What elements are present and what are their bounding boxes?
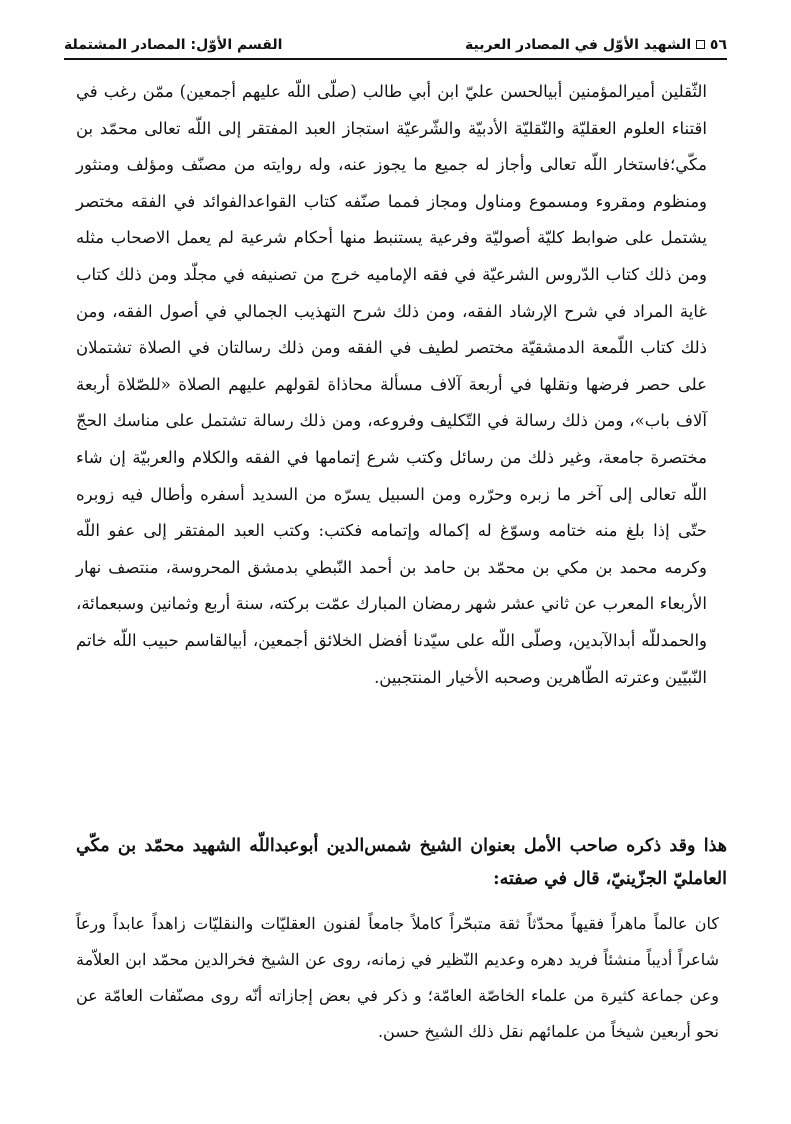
main-text [76, 74, 707, 696]
amal-intro-text: هذا وقد ذكره صاحب الأمل بعنوان الشيخ شمس‌الدين أبوعبداللّه الشهيد محمّد بن مكّي العامليّ الجزّينيّ، قال في صفته: [76, 836, 727, 889]
running-header [64, 34, 727, 56]
page-number: ٥٦ [709, 37, 727, 53]
amal-quote [76, 906, 719, 1050]
header-section-info [64, 37, 282, 53]
header-divider [64, 58, 727, 60]
amal-intro [76, 830, 727, 896]
paragraph-ijaza: الثّقلين أميرالمؤمنين أبيالحسن عليّ ابن أبي طالب (صلّى اللّه عليهم أجمعين) ممّن رغب في اقتناء العلوم العقليّة والنّقليّة الأدبيّة والشّرعيّة استجاز العبد المفتقر إلى اللّه تعالى محمّد بن مكّي؛فاستخار اللّه تعالى وأجاز له جميع ما يجوز عنه، وله روايته من مصنّف ومؤلف ومنثور ومنظوم ومقروء ومسموع ومناول ومجاز فمما صنّفه كتاب القواعدالفوائد في الفقه مختصر يشتمل على ضوابط كليّة أصوليّة وفرعية يستنبط منها أحكام شرعية لم يعمل الاصحاب مثله ومن ذلك كتاب الدّروس الشرعيّة في فقه الإماميه خرج من تصنيفه في مجلّد ومن ذلك كتاب غاية المراد في شرح الإرشاد الفقه، ومن ذلك شرح التهذيب الجمالي في أصول الفقه، ومن ذلك كتاب اللّمعة الدمشقيّة مختصر لطيف في الفقه ومن ذلك رسالتان في الصلاة تشتملان على حصر فرضها ونقلها في أربعة آلاف مسألة محاذاة لقولهم عليهم الصلاة «للصّلاة أربعة آلاف باب»، ومن ذلك رسالة في التّكليف وفروعه، ومن ذلك رسالة تشتمل على مناسك الحجّ مختصرة جامعة، وغير ذلك من رسائل وكتب شرع إتمامها في الفقه والكلام والعربيّة إن شاء اللّه تعالى إلى آخر ما زبره وحرّره ومن السبيل يسرّه من السديد أسفره وأطال فيه زوبره حتّى إذا بلغ منه ختامه وسوّغ له إكماله وإتمامه فكتب: وكتب العبد المفتقر إلى عفو اللّه وكرمه محمد بن مكي بن محمّد بن حامد بن أحمد النّبطي بدمشق المحروسة، منتصف نهار الأربعاء المعرب عن ثاني عشر شهر رمضان المبارك عمّت بركته، سنة أربع وثمانين وسبعمائة، والحمدللّه أبدالآبدين، وصلّى اللّه على سيّدنا أفضل الخلائق أجمعين، أبيالقاسم حبيب اللّه خاتم النّبيّين وعترته الطّاهرين وصحبه الأخيار المنتجبين. [76, 82, 707, 687]
book-title: الشهيد الأوّل في المصادر العربية [465, 37, 692, 53]
section-title: القسم الأوّل: المصادر المشتملة [64, 37, 283, 53]
square-bullet-icon [696, 40, 705, 49]
header-book-info [465, 37, 727, 53]
amal-quote-text: كان عالماً ماهراً فقيهاً محدّثاً ثقة متبحّراً كاملاً جامعاً لفنون العقليّات والنقليّات زاهداً عابداً ورعاً شاعراً أديباً منشئاً فريد دهره وعديم النّظير في زمانه، روى عن الشيخ فخرالدين محمّد ابن العلاّمة وعن جماعة كثيرة من علماء الخاصّة العامّة؛ و ذكر في بعض إجازاته أنّه روى مصنّفات العامّة عن نحو أربعين شيخاً من علمائهم نقل ذلك الشيخ حسن. [76, 914, 719, 1041]
